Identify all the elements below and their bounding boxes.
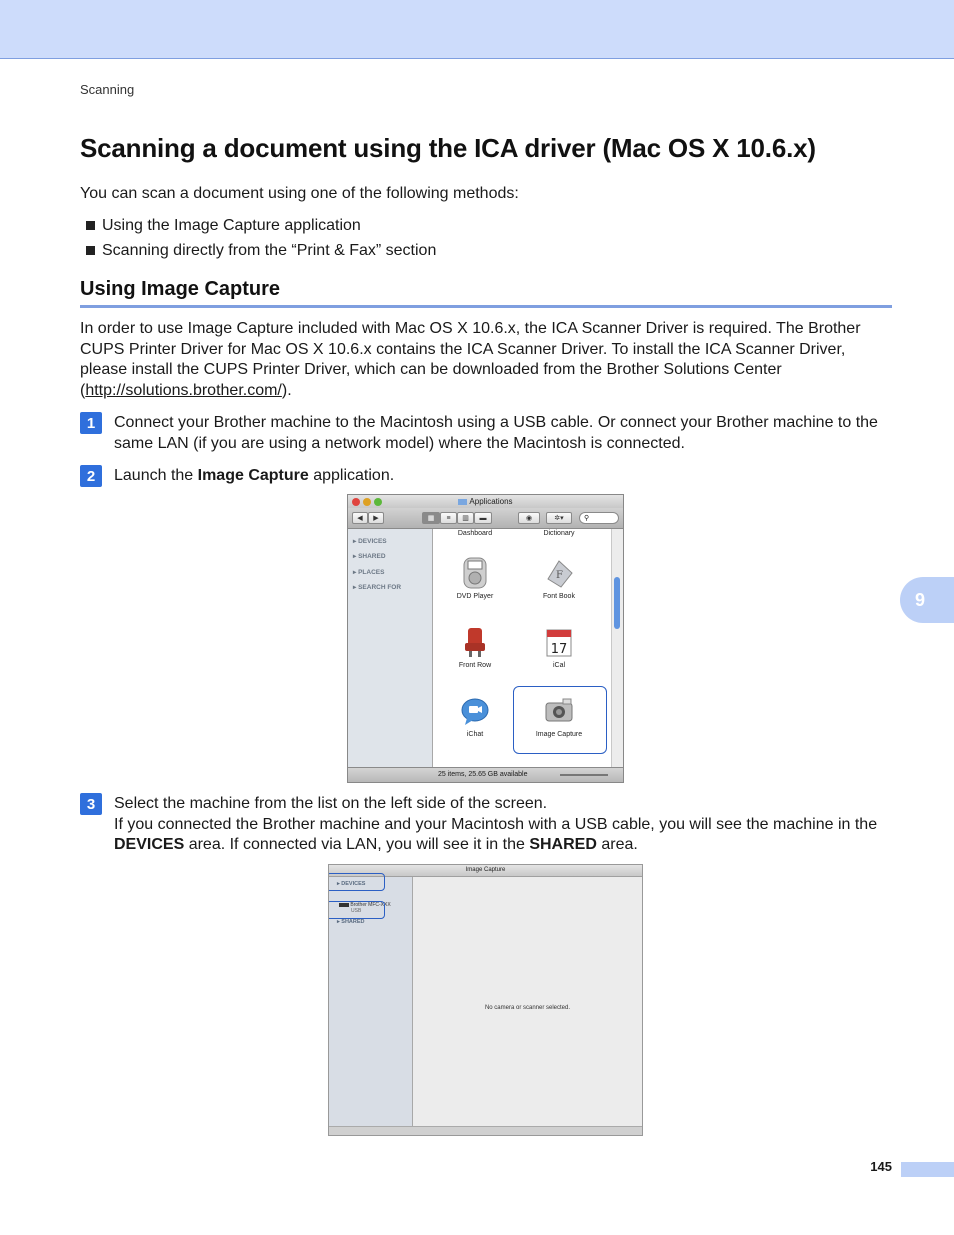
step-number-1: 1 bbox=[80, 412, 102, 434]
section-divider bbox=[80, 305, 892, 308]
section-paragraph: In order to use Image Capture included with Mac OS X 10.6.x, the ICA Scanner Driver is required. The Brother CUPS Printer Driver for Mac OS X 10.6.x contains the ICA Scanner Driver. To install the ICA Scanner Driver, please install the CUPS Printer Driver, which can be downloaded from the Brother Solutions Center (http://solutions.brother.com/). bbox=[80, 320, 861, 399]
app-image-capture[interactable]: Image Capture bbox=[519, 695, 599, 738]
gear-icon[interactable]: ✲▾ bbox=[546, 512, 572, 524]
svg-text:F: F bbox=[556, 570, 563, 581]
step-3-text: Select the machine from the list on the left side of the screen. If you connected the Brother machine and your Macintosh with a USB cable, you will see the machine in the DEVICES area. If connected via LAN, you will see it in the SHARED area. bbox=[114, 795, 878, 853]
ichat-icon bbox=[460, 695, 490, 727]
column-view-button[interactable]: ▥ bbox=[457, 512, 474, 524]
shared-section-label[interactable]: ▸ SHARED bbox=[337, 919, 365, 925]
app-dictionary[interactable]: Dictionary bbox=[543, 530, 575, 537]
method-list bbox=[86, 213, 436, 263]
font-book-icon bbox=[544, 557, 574, 589]
sidebar-item-devices[interactable]: ▸ DEVICES bbox=[353, 538, 387, 545]
icon-size-slider[interactable] bbox=[560, 774, 608, 776]
page-title: Scanning a document using the ICA driver (Mac OS X 10.6.x) bbox=[80, 133, 816, 163]
list-view-button[interactable]: ≡ bbox=[440, 512, 457, 524]
sidebar-item-shared[interactable]: ▸ SHARED bbox=[353, 553, 386, 560]
bullet-square-icon bbox=[86, 246, 95, 255]
app-front-row[interactable]: Front Row bbox=[435, 626, 515, 669]
devices-highlight bbox=[328, 873, 385, 891]
finder-titlebar bbox=[348, 495, 623, 508]
dvd-player-icon bbox=[460, 557, 490, 589]
header-band bbox=[0, 0, 954, 59]
sidebar-item-places[interactable]: ▸ PLACES bbox=[353, 569, 385, 576]
svg-text:17: 17 bbox=[550, 642, 568, 657]
front-row-chair-icon bbox=[460, 626, 490, 658]
image-capture-screenshot bbox=[328, 864, 643, 1136]
scrollbar-thumb[interactable] bbox=[614, 577, 620, 629]
page-number: 145 bbox=[870, 1159, 892, 1174]
step-2-text: Launch the Image Capture application. bbox=[114, 467, 395, 484]
search-input[interactable]: ⚲ bbox=[579, 512, 619, 524]
sidebar-item-search-for[interactable]: ▸ SEARCH FOR bbox=[353, 584, 402, 591]
finder-sidebar bbox=[348, 529, 433, 767]
chapter-tab: 9 bbox=[900, 577, 954, 623]
shared-highlight bbox=[328, 901, 385, 919]
finder-toolbar bbox=[348, 508, 623, 529]
folder-icon bbox=[458, 499, 467, 505]
finder-scrollbar[interactable] bbox=[611, 529, 623, 767]
finder-window-title: Applications bbox=[469, 497, 513, 506]
solutions-link[interactable]: http://solutions.brother.com/ bbox=[85, 381, 282, 399]
image-capture-highlight bbox=[513, 686, 607, 754]
step-1-text: Connect your Brother machine to the Macintosh using a USB cable. Or connect your Brother machine to the same LAN (if you are using a network model) where the Macintosh is connected. bbox=[114, 414, 878, 452]
quicklook-eye-icon[interactable]: ◉ bbox=[518, 512, 540, 524]
app-dvd-player[interactable]: DVD Player bbox=[435, 557, 515, 600]
close-button[interactable] bbox=[352, 498, 360, 506]
step-number-3: 3 bbox=[80, 793, 102, 815]
section-heading: Using Image Capture bbox=[80, 278, 281, 300]
finder-screenshot bbox=[347, 494, 624, 783]
app-ical[interactable]: 17 iCal bbox=[519, 626, 599, 669]
finder-status-text: 25 items, 25.65 GB available bbox=[438, 771, 528, 778]
list-item: Scanning directly from the “Print & Fax” section bbox=[86, 238, 436, 263]
icon-view-button[interactable]: ▦ bbox=[422, 512, 440, 524]
list-item: Using the Image Capture application bbox=[86, 213, 436, 238]
back-button[interactable]: ◀ bbox=[352, 512, 368, 524]
minimize-button[interactable] bbox=[363, 498, 371, 506]
device-item[interactable]: Brother MFC-XXX USB bbox=[339, 902, 391, 914]
image-capture-titlebar: Image Capture bbox=[329, 865, 642, 877]
empty-state-message: No camera or scanner selected. bbox=[484, 1005, 571, 1011]
ical-calendar-icon bbox=[544, 626, 574, 658]
page-number-bar bbox=[901, 1162, 954, 1177]
finder-status-bar bbox=[348, 767, 623, 782]
app-dashboard[interactable]: Dashboard bbox=[457, 530, 493, 537]
step-number-2: 2 bbox=[80, 465, 102, 487]
zoom-button[interactable] bbox=[374, 498, 382, 506]
coverflow-view-button[interactable]: ▬ bbox=[474, 512, 492, 524]
app-font-book[interactable]: F Font Book bbox=[519, 557, 599, 600]
image-capture-bottom-bar bbox=[329, 1126, 642, 1135]
intro-text: You can scan a document using one of the following methods: bbox=[80, 185, 519, 202]
breadcrumb: Scanning bbox=[80, 82, 135, 97]
devices-section-label[interactable]: ▸ DEVICES bbox=[337, 881, 366, 887]
image-capture-main bbox=[413, 877, 642, 1127]
forward-button[interactable]: ▶ bbox=[368, 512, 384, 524]
app-ichat[interactable]: iChat bbox=[435, 695, 515, 738]
bullet-square-icon bbox=[86, 221, 95, 230]
